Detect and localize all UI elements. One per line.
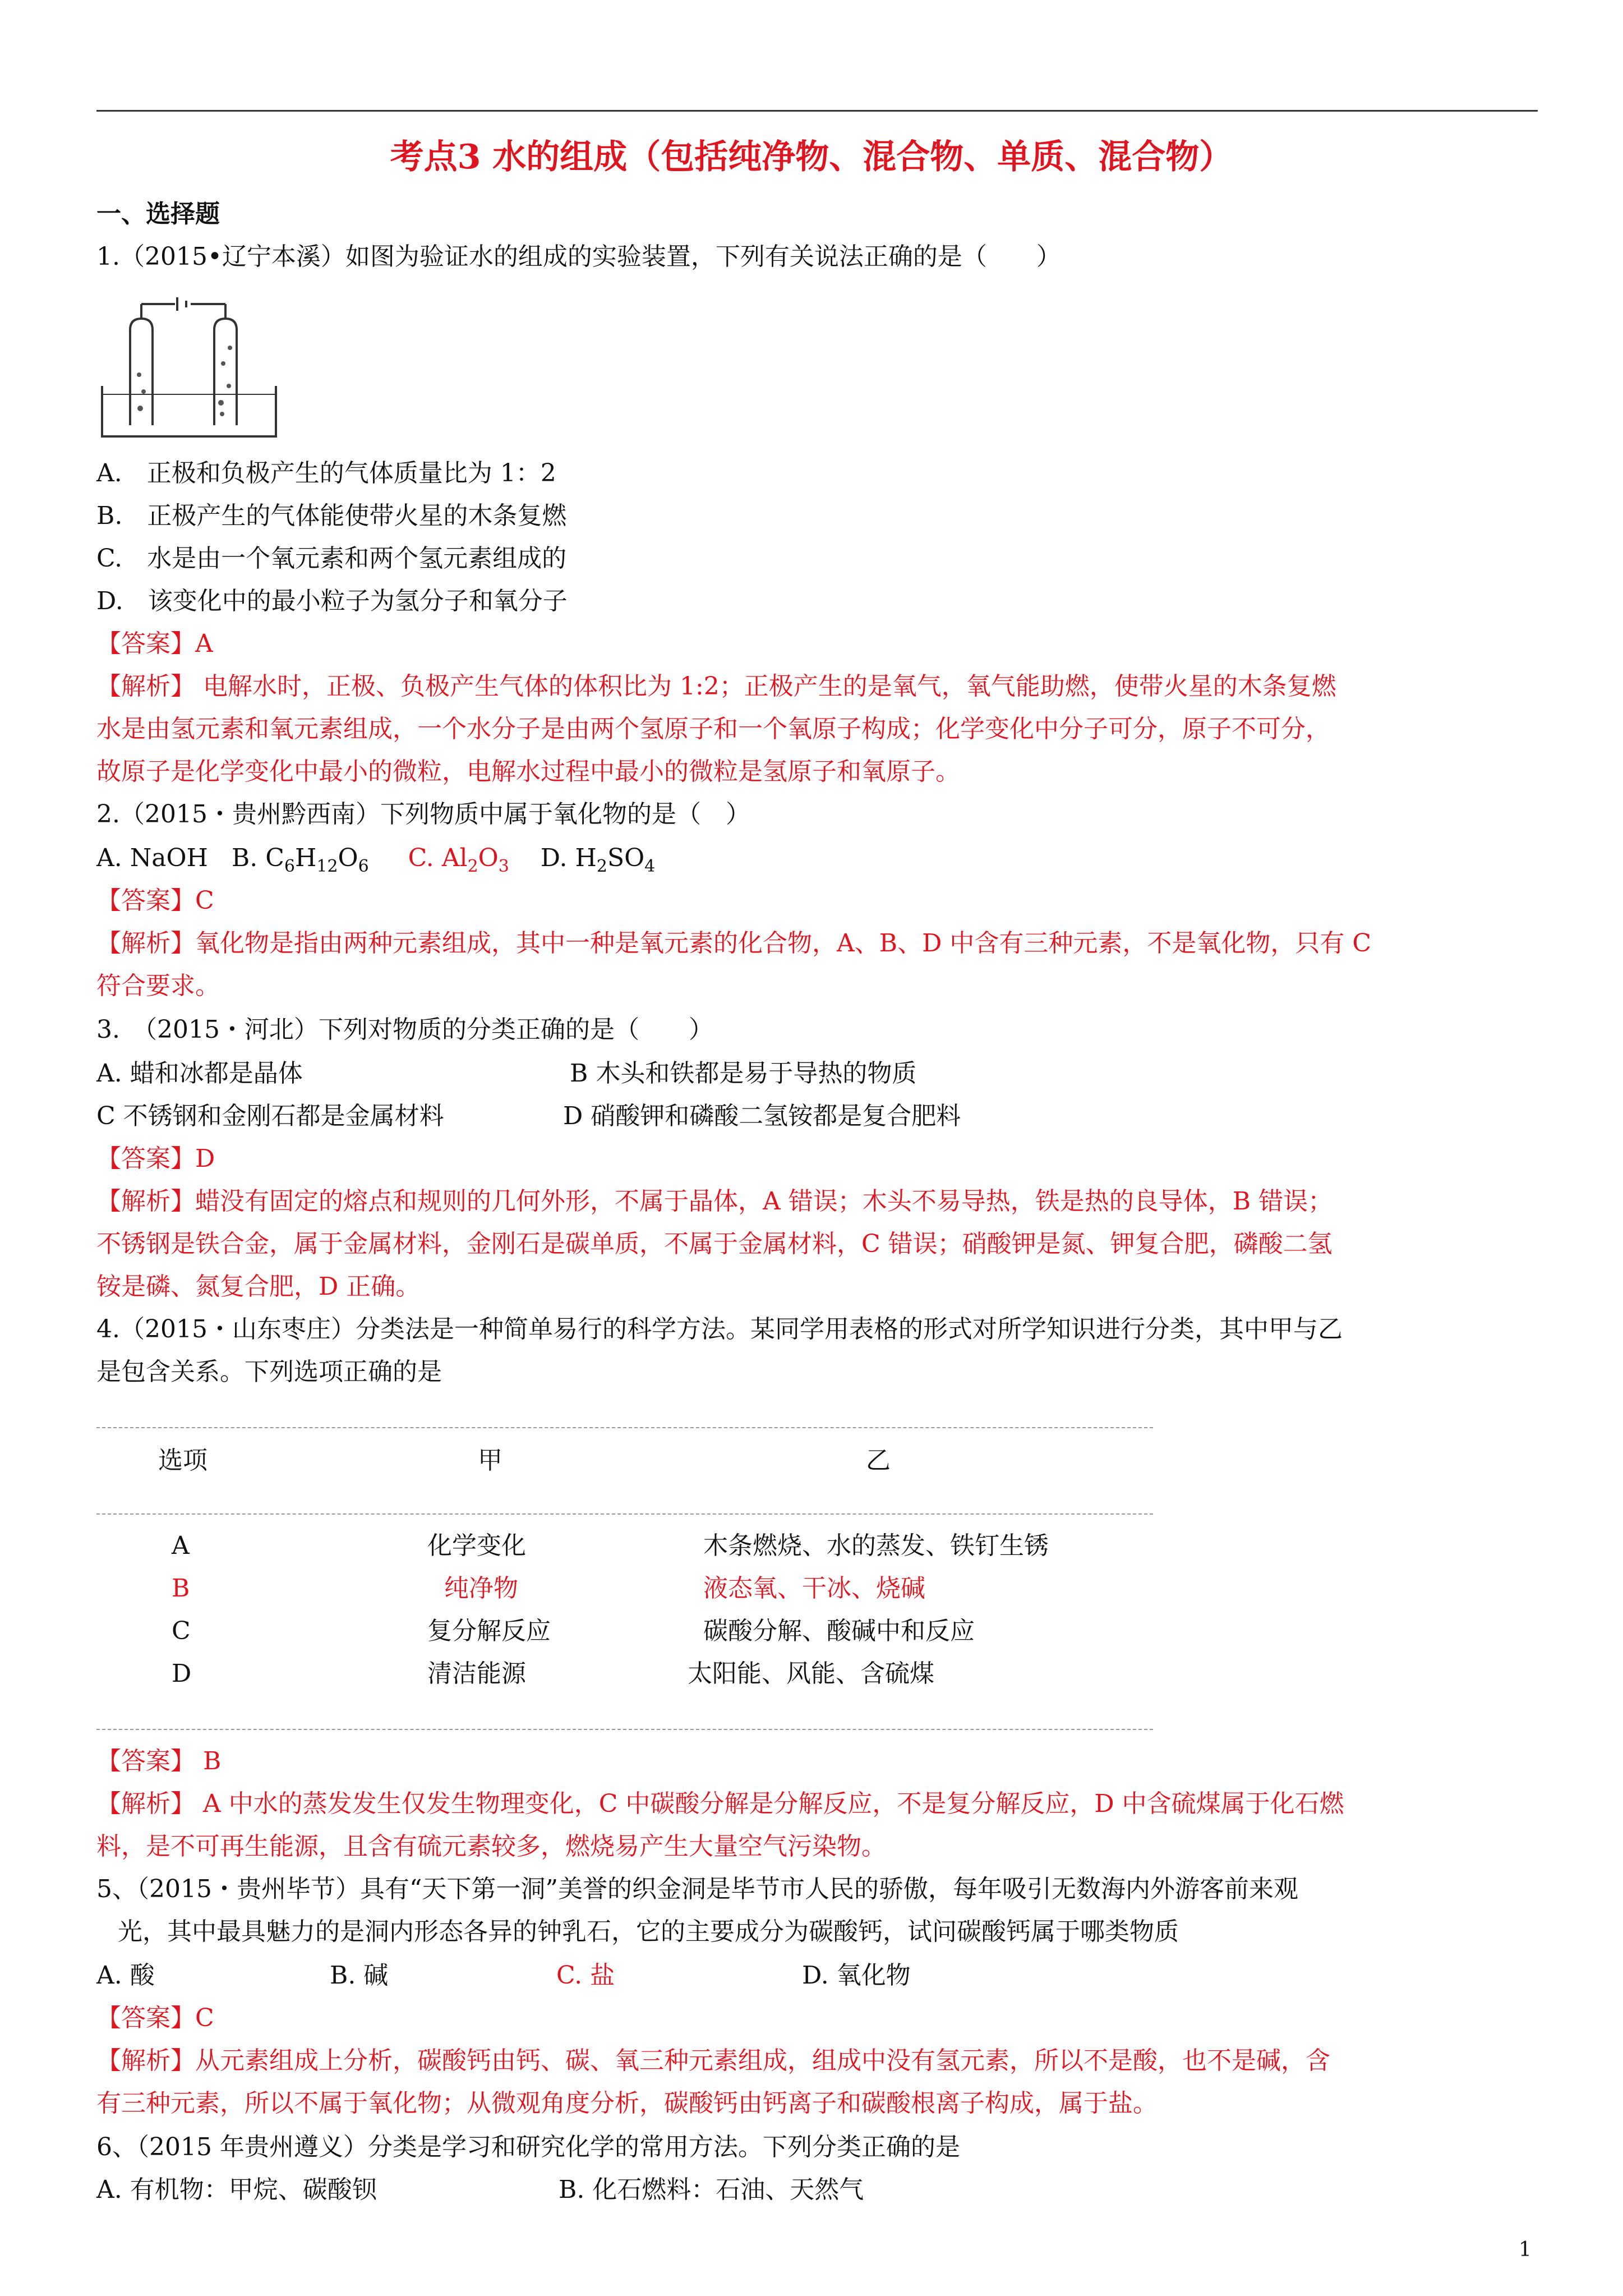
table-row-b-yi: 液态氧、干冰、烧碱: [703, 1574, 925, 1603]
q3-analysis-line-1: 【解析】蜡没有固定的熔点和规则的几何外形，不属于晶体，A 错误；木头不易导热，铁是热的良导体，B 错误；: [96, 1187, 1333, 1216]
table-header-yi: 乙: [866, 1446, 891, 1475]
page-title: 考点3 水的组成（包括纯净物、混合物、单质、混合物）: [390, 137, 1233, 177]
q1-option-a: A. 正极和负极产生的气体质量比为 1：2: [96, 459, 556, 487]
page-number: 1: [1519, 2238, 1532, 2261]
q1-analysis-line-2: 水是由氢元素和氧元素组成，一个水分子是由两个氢原子和一个氧原子构成；化学变化中分子可分，原子不可分，: [96, 715, 1330, 743]
q3-option-b: B 木头和铁都是易于导热的物质: [570, 1059, 917, 1088]
table-row-b-option: B: [172, 1574, 190, 1603]
q3-option-d: D 硝酸钾和磷酸二氢铵都是复合肥料: [563, 1102, 961, 1130]
table-row-a-jia: 化学变化: [427, 1531, 526, 1560]
q1-answer: 【答案】A: [96, 629, 213, 658]
table-rule-middle: [96, 1513, 1153, 1515]
q1-stem: 1.（2015•辽宁本溪）如图为验证水的组成的实验装置，下列有关说法正确的是（ ）: [96, 242, 1061, 271]
q6-stem: 6、（2015 年贵州遵义）分类是学习和研究化学的常用方法。下列分类正确的是: [96, 2133, 960, 2161]
table-row-d-jia: 清洁能源: [427, 1659, 526, 1688]
q2-option-d: D. $H_2SO_4$: [540, 844, 656, 876]
q4-analysis-line-1: 【解析】 A 中水的蒸发发生仅发生物理变化，C 中碳酸分解是分解反应，不是复分解反应，D 中含硫煤属于化石燃: [96, 1789, 1344, 1818]
q1-option-d: D. 该变化中的最小粒子为氢分子和氧分子: [96, 587, 568, 615]
q3-stem: 3. （2015・河北）下列对物质的分类正确的是（ ）: [96, 1015, 713, 1044]
q5-stem-line-2: 光，其中最具魅力的是洞内形态各异的钟乳石，它的主要成分为碳酸钙，试问碳酸钙属于哪类物质: [118, 1917, 1179, 1946]
electrolysis-apparatus-figure: [96, 296, 282, 442]
q1-option-c: C. 水是由一个氧元素和两个氢元素组成的: [96, 544, 567, 573]
q2-options: [96, 841, 655, 884]
table-header-jia: 甲: [478, 1446, 502, 1475]
q3-option-a: A. 蜡和冰都是晶体: [96, 1059, 303, 1088]
q1-option-b: B. 正极产生的气体能使带火星的木条复燃: [96, 501, 567, 530]
q4-answer: 【答案】 B: [96, 1747, 222, 1775]
table-row-c-option: C: [172, 1617, 191, 1645]
table-rule-top: [96, 1427, 1153, 1428]
q4-analysis-line-2: 料，是不可再生能源，且含有硫元素较多，燃烧易产生大量空气污染物。: [96, 1832, 886, 1861]
q6-option-a: A. 有机物：甲烷、碳酸钡: [96, 2175, 377, 2204]
q1-analysis-line-3: 故原子是化学变化中最小的微粒，电解水过程中最小的微粒是氢原子和氧原子。: [96, 757, 960, 786]
q2-answer: 【答案】C: [96, 886, 214, 915]
q4-stem-line-1: 4.（2015・山东枣庄）分类法是一种简单易行的科学方法。某同学用表格的形式对所学知识进行分类，其中甲与乙: [96, 1315, 1343, 1343]
q5-option-b: B. 碱: [330, 1961, 389, 1990]
q3-analysis-line-2: 不锈钢是铁合金，属于金属材料，金刚石是碳单质，不属于金属材料，C 错误；硝酸钾是氮、钾复合肥，磷酸二氢: [96, 1230, 1332, 1258]
q3-option-c: C 不锈钢和金刚石都是金属材料: [96, 1102, 444, 1130]
q2-option-a: A. NaOH: [96, 844, 208, 872]
table-row-b-jia: 纯净物: [444, 1574, 518, 1603]
table-header-option: 选项: [158, 1446, 208, 1475]
q5-option-a: A. 酸: [96, 1961, 155, 1990]
q5-option-d: D. 氧化物: [802, 1961, 911, 1990]
q5-answer: 【答案】C: [96, 2004, 214, 2032]
table-row-c-yi: 碳酸分解、酸碱中和反应: [703, 1617, 975, 1645]
q5-stem-line-1: 5、（2015・贵州毕节）具有“天下第一洞”美誉的织金洞是毕节市人民的骄傲，每年吸引无数海内外游客前来观: [96, 1875, 1298, 1903]
table-row-c-jia: 复分解反应: [427, 1617, 551, 1645]
table-row-d-option: D: [172, 1659, 192, 1688]
q5-option-c: C. 盐: [556, 1961, 615, 1990]
table-row-a-option: A: [172, 1531, 190, 1560]
q3-answer: 【答案】D: [96, 1144, 215, 1173]
q2-option-c: C. $Al_2O_3$: [408, 844, 509, 876]
table-rule-bottom: [96, 1729, 1153, 1730]
q2-analysis-line-1: 【解析】氧化物是指由两种元素组成，其中一种是氧元素的化合物，A、B、D 中含有三种元素，不是氧化物，只有 C: [96, 929, 1372, 958]
q5-analysis-line-2: 有三种元素，所以不属于氧化物；从微观角度分析，碳酸钙由钙离子和碳酸根离子构成，属于盐。: [96, 2089, 1158, 2118]
header-rule: [96, 110, 1538, 112]
section-heading: 一、选择题: [96, 200, 220, 228]
q2-analysis-line-2: 符合要求。: [96, 972, 220, 1000]
q6-option-b: B. 化石燃料：石油、天然气: [559, 2175, 864, 2204]
table-row-a-yi: 木条燃烧、水的蒸发、铁钉生锈: [703, 1531, 1049, 1560]
q2-stem: 2.（2015・贵州黔西南）下列物质中属于氧化物的是（ ）: [96, 800, 750, 829]
q5-analysis-line-1: 【解析】从元素组成上分析，碳酸钙由钙、碳、氧三种元素组成，组成中没有氢元素，所以不是酸，也不是碱，含: [96, 2046, 1330, 2075]
table-row-d-yi: 太阳能、风能、含硫煤: [688, 1659, 934, 1688]
q3-analysis-line-3: 铵是磷、氮复合肥，D 正确。: [96, 1272, 421, 1301]
q1-analysis-line-1: 【解析】 电解水时，正极、负极产生气体的体积比为 1:2；正极产生的是氧气，氧气能助燃，使带火星的木条复燃: [96, 672, 1336, 701]
q4-stem-line-2: 是包含关系。下列选项正确的是: [96, 1358, 442, 1386]
q2-option-b: B. $C_6H_{12}O_6$: [231, 844, 369, 876]
